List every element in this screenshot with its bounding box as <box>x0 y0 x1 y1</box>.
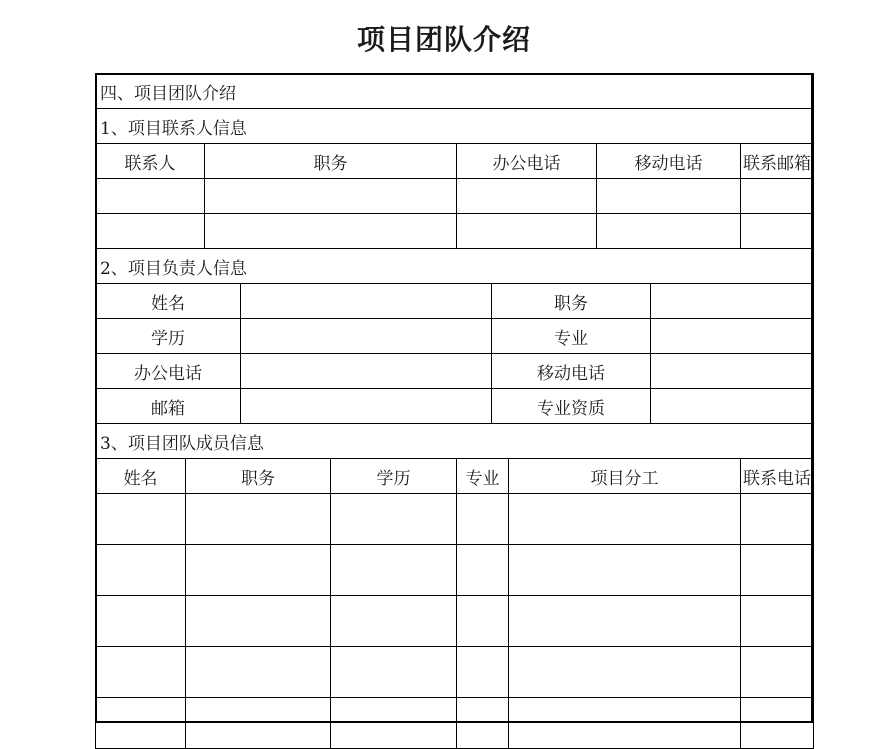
leader-mobile-phone-label: 移动电话 <box>492 354 651 389</box>
section-heading: 四、项目团队介绍 <box>96 74 814 109</box>
leader-education-label: 学历 <box>96 319 241 354</box>
members-col-name: 姓名 <box>96 459 186 494</box>
leader-qualification-label: 专业资质 <box>492 389 651 424</box>
form-outer-border <box>95 73 813 723</box>
members-col-position: 职务 <box>186 459 331 494</box>
members-col-major: 专业 <box>457 459 509 494</box>
leader-position-label: 职务 <box>492 284 651 319</box>
members-col-phone: 联系电话 <box>741 459 814 494</box>
members-col-education: 学历 <box>331 459 457 494</box>
leader-name-label: 姓名 <box>96 284 241 319</box>
contact-col-office-phone: 办公电话 <box>457 144 597 179</box>
contact-heading: 1、项目联系人信息 <box>96 109 814 144</box>
leader-office-phone-label: 办公电话 <box>96 354 241 389</box>
members-heading: 3、项目团队成员信息 <box>96 424 814 459</box>
members-col-role: 项目分工 <box>509 459 741 494</box>
contact-col-email: 联系邮箱 <box>741 144 814 179</box>
contact-col-contact: 联系人 <box>96 144 205 179</box>
leader-email-label: 邮箱 <box>96 389 241 424</box>
page-title: 项目团队介绍 <box>356 23 531 56</box>
contact-col-mobile-phone: 移动电话 <box>597 144 741 179</box>
contact-col-position: 职务 <box>205 144 457 179</box>
leader-heading: 2、项目负责人信息 <box>96 249 814 284</box>
leader-major-label: 专业 <box>492 319 651 354</box>
